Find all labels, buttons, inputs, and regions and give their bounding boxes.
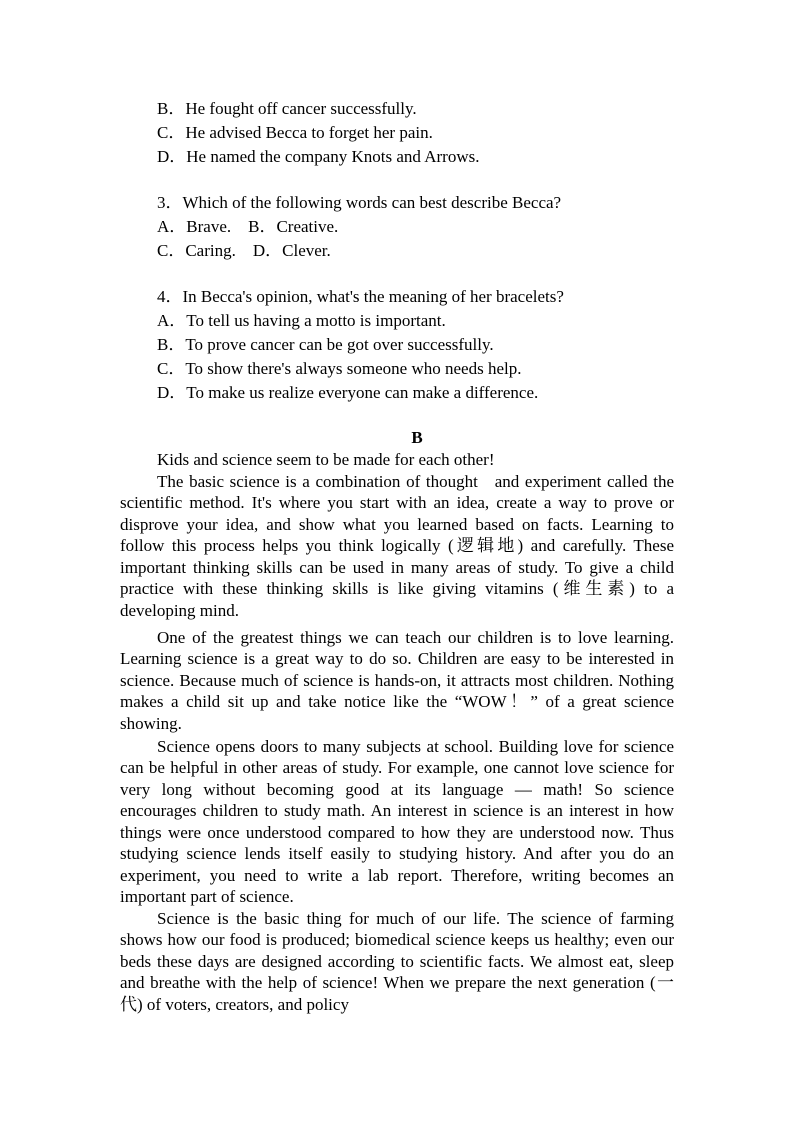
passage-paragraph-1: The basic science is a combination of thought and experiment called the scientific method. It's where you start with an idea, create a way to prove or disprove your idea, and show what you learned based on facts. Learning to follow this process helps you think logically (逻辑地) and carefully. These important thinking skills can be used in many areas of study. To give a child practice with these thinking skills is like giving vitamins (维生素) to a developing mind. (120, 472, 674, 620)
q3-options-row2: C．Caring. D．Clever. (157, 241, 331, 260)
passage-paragraph-3: Science opens doors to many subjects at school. Building love for science can be helpful in other areas of study. For example, one cannot love science for very long without becoming good at its language — math! So science encourages children to study math. An interest in science is an interest in how things were once understood compared to how they are understood now. Thus studying science lends itself easily to studying history. And after you do an experiment, you need to write a lab report. Therefore, writing becomes an important part of science. (120, 737, 674, 907)
q4-option-d: D．To make us realize everyone can make a difference. (157, 383, 539, 402)
passage-paragraph-2: One of the greatest things we can teach our children is to love learning. Learning science is a great way to do so. Children are easy to be interested in science. Because much of science is hands-on, it attracts most children. Nothing makes a child sit up and take notice like the “WOW！” of a great science showing. (120, 628, 674, 733)
q4-option-c: C．To show there's always someone who needs help. (157, 359, 522, 378)
q3-options-row1: A．Brave. B．Creative. (157, 217, 339, 236)
passage-intro: Kids and science seem to be made for each other! (157, 450, 495, 469)
q2-option-b: B．He fought off cancer successfully. (157, 99, 417, 118)
q2-option-d: D．He named the company Knots and Arrows. (157, 147, 480, 166)
q4-question: 4．In Becca's opinion, what's the meaning of her bracelets? (157, 287, 564, 306)
q4-option-a: A．To tell us having a motto is important. (157, 311, 446, 330)
passage-paragraph-4: Science is the basic thing for much of our life. The science of farming shows how our food is produced; biomedical science keeps us healthy; even our beds these days are designed according to scientific facts. We almost eat, sleep and breathe with the help of science! When we prepare the next generation (一代) of voters, creators, and policy (120, 909, 674, 1014)
section-heading: B (411, 428, 423, 447)
q3-question: 3．Which of the following words can best describe Becca? (157, 193, 562, 212)
q4-option-b: B．To prove cancer can be got over successfully. (157, 335, 494, 354)
q2-option-c: C．He advised Becca to forget her pain. (157, 123, 433, 142)
